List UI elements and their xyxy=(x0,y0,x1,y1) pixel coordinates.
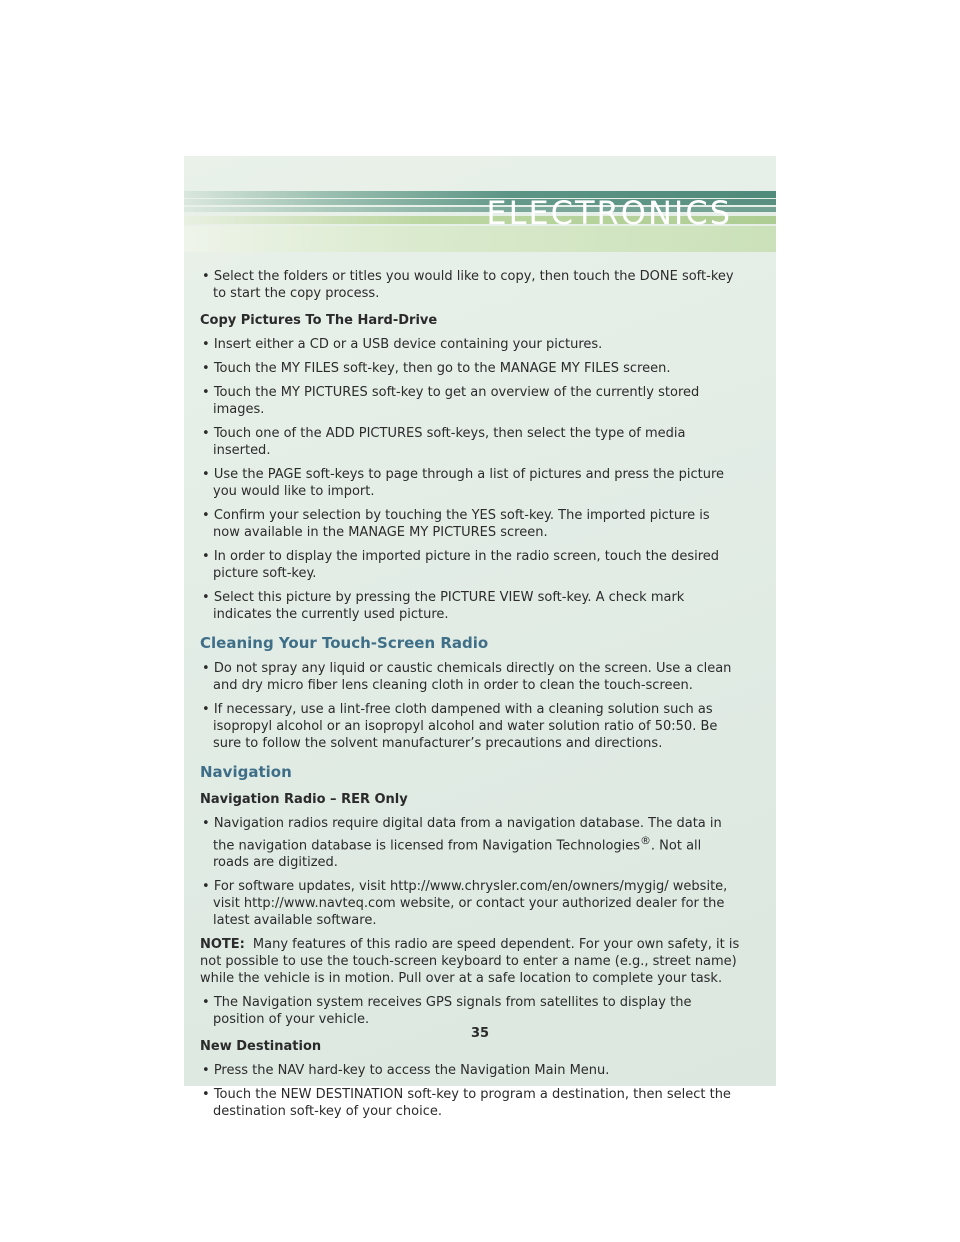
list-item xyxy=(200,815,740,871)
list-item: • Do not spray any liquid or caustic chemicals directly on the screen. Use a clean and dry micro fiber lens cleaning cloth in order to clean the touch-screen. xyxy=(200,660,740,694)
page-number: 35 xyxy=(470,1026,490,1041)
heading-cleaning: Cleaning Your Touch-Screen Radio xyxy=(200,634,489,652)
note-text: Many features of this radio are speed dependent. For your own safety, it is not possible to use the touch-screen keyboard to enter a name (e.g., street name) while the vehicle is in motion. Pull over at a safe location to complete your task. xyxy=(200,937,740,987)
manual-page xyxy=(184,156,776,1120)
text-span: Navigation radios require digital data from a navigation database. The data in the navigation database is licensed from Navigation Technologies xyxy=(213,816,722,854)
subheading-copy-pictures: Copy Pictures To The Hard-Drive xyxy=(200,313,438,328)
list-item: • Touch the MY PICTURES soft-key to get an overview of the currently stored images. xyxy=(200,384,740,418)
list-item: • Touch the NEW DESTINATION soft-key to program a destination, then select the destination soft-key of your choice. xyxy=(200,1086,740,1120)
registered-mark: ® xyxy=(640,834,651,847)
note-label: NOTE: xyxy=(200,937,245,953)
list-item: • For software updates, visit http://www.chrysler.com/en/owners/mygig/ website, visit http://www.navteq.com website, or contact your authorized dealer for the latest available software. xyxy=(200,878,740,929)
list-item: • Touch one of the ADD PICTURES soft-keys, then select the type of media inserted. xyxy=(200,425,740,459)
subheading-navigation-radio: Navigation Radio – RER Only xyxy=(200,792,408,807)
list-item: • Confirm your selection by touching the YES soft-key. The imported picture is now available in the MANAGE MY PICTURES screen. xyxy=(200,507,740,541)
list-item: • The Navigation system receives GPS signals from satellites to display the position of your vehicle. xyxy=(200,994,740,1028)
section-title: ELECTRONICS xyxy=(486,194,732,232)
list-item: • Touch the MY FILES soft-key, then go to the MANAGE MY FILES screen. xyxy=(200,360,740,377)
list-item: • Select the folders or titles you would like to copy, then touch the DONE soft-key to start the copy process. xyxy=(200,268,740,302)
text-span: . Not all roads are digitized. xyxy=(213,838,702,871)
list-item: • Press the NAV hard-key to access the Navigation Main Menu. xyxy=(200,1062,740,1079)
list-item: • In order to display the imported picture in the radio screen, touch the desired picture soft-key. xyxy=(200,548,740,582)
subheading-new-destination: New Destination xyxy=(200,1039,322,1055)
list-item: • Insert either a CD or a USB device containing your pictures. xyxy=(200,336,740,353)
heading-navigation: Navigation xyxy=(200,763,292,781)
list-item: • Select this picture by pressing the PICTURE VIEW soft-key. A check mark indicates the currently used picture. xyxy=(200,589,740,623)
list-item: • Use the PAGE soft-keys to page through a list of pictures and press the picture you would like to import. xyxy=(200,466,740,500)
note-paragraph xyxy=(200,936,740,987)
list-item: • If necessary, use a lint-free cloth dampened with a cleaning solution such as isopropyl alcohol or an isopropyl alcohol and water solution ratio of 50:50. Be sure to follow the solvent manufacturer’s precautions and directions. xyxy=(200,701,740,752)
page-content xyxy=(200,268,740,1127)
